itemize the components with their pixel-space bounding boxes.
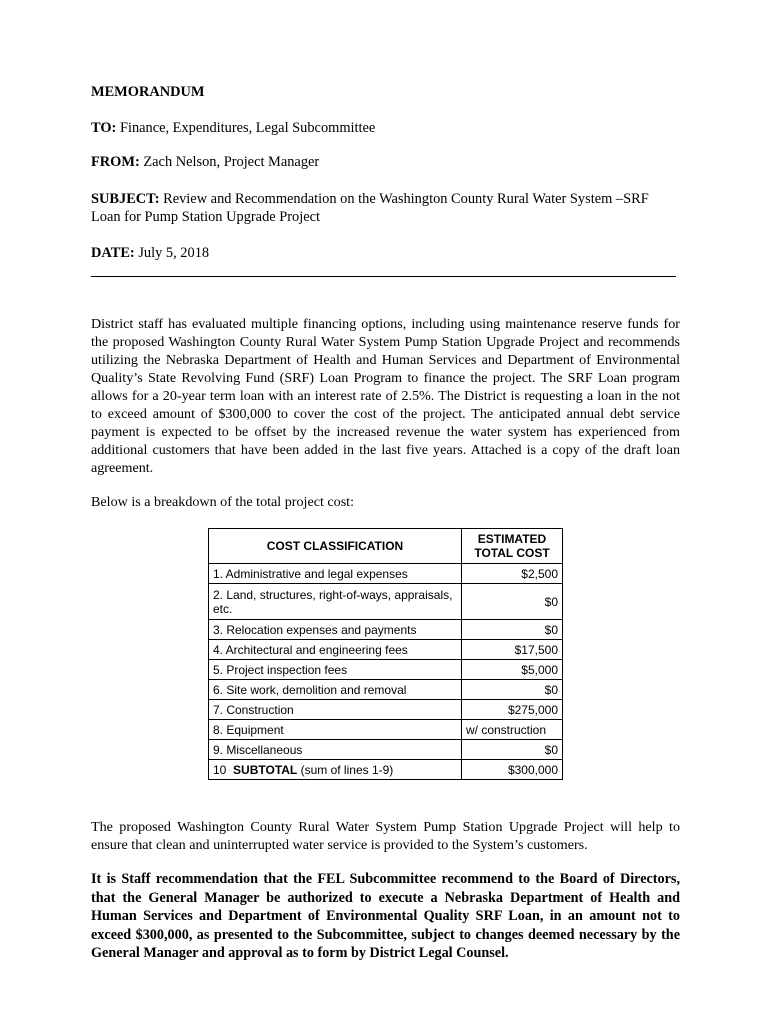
table-row [209,680,563,700]
memo-heading: MEMORANDUM [91,84,205,100]
from-line [91,153,319,171]
row-amount: $0 [462,620,563,640]
header-divider [91,276,676,277]
subtotal-row [209,760,563,780]
table-row [209,720,563,740]
subject-value-line2: Loan for Pump Station Upgrade Project [91,209,321,225]
row-label: 6. Site work, demolition and removal [209,680,462,700]
subject-line [91,190,649,208]
to-line [91,119,375,137]
row-amount: $0 [462,680,563,700]
to-value: Finance, Expenditures, Legal Subcommittee [119,120,376,136]
table-row [209,620,563,640]
row-label: 8. Equipment [209,720,462,740]
row-label: 4. Architectural and engineering fees [209,640,462,660]
row-amount: $17,500 [462,640,563,660]
recommendation-paragraph: It is Staff recommendation that the FEL Subcommittee recommend to the Board of Directors, that the General Manager be authorized to execute a Nebraska Department of Health and Human Services and Department of Environmental Quality SRF Loan, in an amount not to exceed $300,000, as presented to the Subcommittee, subject to changes deemed necessary by the General Manager and approval as to form by District Legal Counsel. [91,871,680,961]
intro-paragraph: District staff has evaluated multiple financing options, including using maintenance reserve funds for the proposed Washington County Rural Water System Pump Station Upgrade Project and recommends utilizing the Nebraska Department of Health and Human Services and Department of Environmental Quality’s State Revolving Fund (SRF) Loan Program to finance the project. The SRF Loan program allows for a 20-year term loan with an interest rate of 2.5%. The District is requesting a loan in the not to exceed amount of $300,000 to cover the cost of the project. The anticipated annual debt service payment is expected to be offset by the increased revenue the water system has experienced from additional customers that have been added in the last five years. Attached is a copy of the draft loan agreement. [91,316,680,476]
row-amount: $5,000 [462,660,563,680]
row-amount: $2,500 [462,564,563,584]
table-row [209,564,563,584]
from-label: FROM: [91,154,140,170]
header-estimated-line1: ESTIMATED [477,532,547,546]
subtotal-label: SUBTOTAL [233,762,298,777]
benefit-paragraph: The proposed Washington County Rural Water System Pump Station Upgrade Project will help to ensure that clean and uninterrupted water service is provided to the System’s customers. [91,819,680,853]
to-label: TO: [91,120,117,136]
subtotal-note: (sum of lines 1-9) [300,762,394,777]
cost-table-header [209,529,563,564]
row-label: 3. Relocation expenses and payments [209,620,462,640]
subject-label: SUBJECT: [91,191,160,207]
table-row [209,640,563,660]
table-row [209,700,563,720]
table-row [209,660,563,680]
row-amount: $0 [462,584,563,620]
from-value: Zach Nelson, Project Manager [143,154,320,170]
subject-value-line1: Review and Recommendation on the Washington County Rural Water System –SRF [163,191,649,207]
row-amount: w/ construction [462,720,563,740]
header-estimated-total-cost [462,529,563,564]
date-line [91,244,209,262]
date-value: July 5, 2018 [138,245,210,261]
header-cost-classification: COST CLASSIFICATION [209,529,462,564]
date-label: DATE: [91,245,135,261]
header-estimated-line2: TOTAL COST [474,546,550,560]
row-label: 1. Administrative and legal expenses [209,564,462,584]
breakdown-intro: Below is a breakdown of the total project cost: [91,494,355,510]
row-amount: $275,000 [462,700,563,720]
subtotal-amount: $300,000 [462,760,563,780]
row-label: 5. Project inspection fees [209,660,462,680]
table-row [209,740,563,760]
row-label: 9. Miscellaneous [209,740,462,760]
row-amount: $0 [462,740,563,760]
row-label: 2. Land, structures, right-of-ways, appraisals, etc. [209,584,462,620]
cost-table [208,528,563,780]
row-label: 7. Construction [209,700,462,720]
subtotal-number: 10 [213,762,227,777]
subtotal-label-cell [209,760,462,780]
table-row [209,584,563,620]
